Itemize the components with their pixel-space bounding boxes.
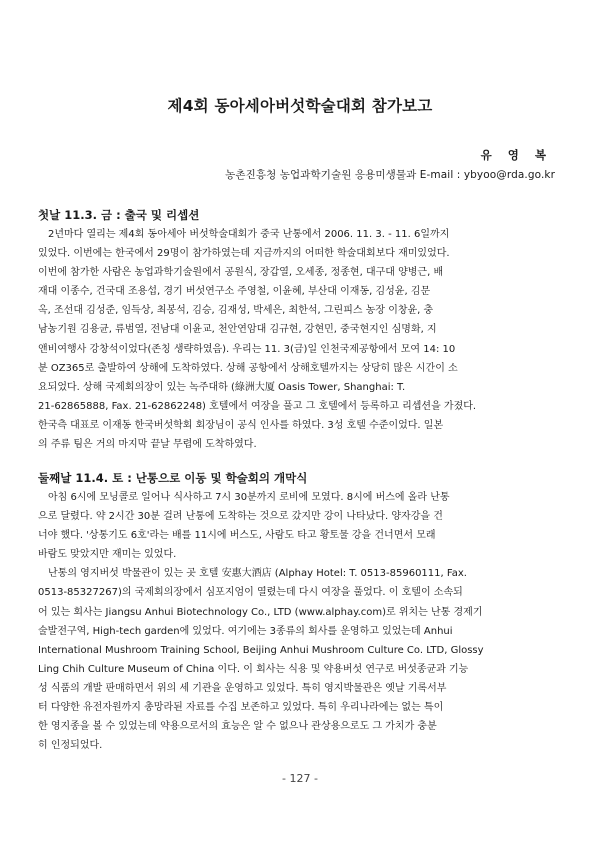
body-line: 어 있는 회사는 Jiangsu Anhui Biotechnology Co., LTD (www.alphay.com)로 위치는 난통 경제기 <box>38 606 483 618</box>
body-line: 성 식품의 개발 판매하면서 위의 세 기관을 운영하고 있었다. 특히 영지박물관은 옛날 기록서부 <box>38 682 447 694</box>
body-line: 으로 달렸다. 약 2시간 30분 걸려 난통에 도착하는 것으로 갔지만 강이 나타났다. 양자강을 건 <box>38 511 443 523</box>
body-line: 한국측 대표로 이재동 한국버섯학회 회장님이 공식 인사를 하였다. 3성 호텔 수준이었다. 일본 <box>38 419 444 431</box>
body-line: 이번에 참가한 사람은 농업과학기술원에서 공원식, 장갑열, 오세종, 정종현, 대구대 양병근, 배 <box>38 267 444 279</box>
section-body-day2 <box>38 488 562 755</box>
body-line: 옥, 조선대 김성준, 임득상, 최봉석, 김승, 김재성, 박세은, 최한석, 그린피스 농장 이창윤, 충 <box>38 305 434 317</box>
body-line: 의 주류 팀은 거의 마지막 끝날 무렵에 도착하였다. <box>38 439 257 451</box>
body-line: 너야 했다. '상통기도 6호'라는 배를 11시에 버스도, 사람도 타고 황토물 강을 건너면서 모래 <box>38 530 436 542</box>
body-line: 있었다. 이번에는 한국에서 29명이 참가하였는데 지금까지의 어떠한 학술대회보다 재미있었다. <box>38 248 450 260</box>
body-line: 히 인정되었다. <box>38 740 103 752</box>
body-line: 바람도 맞았지만 재미는 있었다. <box>38 549 177 561</box>
body-line: 21-62865888, Fax. 21-62862248) 호텔에서 여장을 풀고 그 호텔에서 등록하고 리셉션을 가졌다. <box>38 400 477 412</box>
body-line: 0513-85327267)의 국제회의장에서 심포지엄이 열렸는데 다시 여장을 풀었다. 이 호텔이 소속되 <box>38 587 463 599</box>
page-number: - 127 - <box>282 772 318 785</box>
document-title: 제4회 동아세아버섯학술대회 참가보고 <box>167 97 433 115</box>
body-line: 요되었다. 상해 국제회의장이 있는 녹주대하 (綠洲大厦 Oasis Tower, Shanghai: T. <box>38 381 406 393</box>
body-line: 앤비여행사 강창석이었다(존칭 생략하였음). 우리는 11. 3(금)일 인천국제공항에서 모여 14: 10 <box>38 343 456 355</box>
body-line: International Mushroom Training School, Beijing Anhui Mushroom Culture Co. LTD, Glossy <box>38 644 484 656</box>
body-line: Ling Chih Culture Museum of China 이다. 이 회사는 식용 및 약용버섯 연구로 버섯종균과 기능 <box>38 663 469 675</box>
section-heading-day2: 둘째날 11.4. 토 : 난통으로 이동 및 학술회의 개막식 <box>38 471 308 485</box>
body-line: 재대 이종수, 건국대 조용섭, 경기 버섯연구소 주영철, 이윤혜, 부산대 이재동, 김성윤, 김문 <box>38 286 431 298</box>
body-line: 아침 6시에 모닝콜로 일어나 식사하고 7시 30분까지 로비에 모였다. 8시에 버스에 올라 난통 <box>48 492 450 503</box>
body-line: 분 OZ365로 출발하여 상해에 도착하였다. 상해 공항에서 상해호텔까지는 상당히 많은 시간이 소 <box>38 362 458 374</box>
body-line: 술발전구역, High-tech garden에 있었다. 여기에는 3종류의 회사를 운영하고 있었는데 Anhui <box>38 625 453 637</box>
body-line: 한 영지종을 볼 수 있었는데 약용으로서의 효능은 알 수 없으나 관상용으로도 그 가치가 충분 <box>38 721 437 733</box>
section-body-day1 <box>38 225 562 454</box>
body-line: 2년마다 열리는 제4회 동아세아 버섯학술대회가 중국 난통에서 2006. 11. 3. - 11. 6일까지 <box>48 229 450 240</box>
section-heading-day1: 첫날 11.3. 금 : 출국 및 리셉션 <box>38 208 200 222</box>
body-line: 터 다양한 유전자원까지 총망라된 자료를 수집 보존하고 있었다. 특히 우리나라에는 없는 특이 <box>38 702 444 714</box>
body-line: 남농기원 김용균, 류범열, 전남대 이윤교, 천안연암대 김규현, 강현민, 중국현지인 심명화, 지 <box>38 324 437 336</box>
body-line: 난통의 영지버섯 박물관이 있는 곳 호텔 安惠大酒店 (Alphay Hotel: T. 0513-85960111, Fax. <box>48 568 467 580</box>
author-name: 유 영 복 <box>480 148 552 162</box>
author-affiliation: 농촌진흥청 농업과학기술원 응용미생물과 E-mail : ybyoo@rda.go.kr <box>225 169 555 181</box>
